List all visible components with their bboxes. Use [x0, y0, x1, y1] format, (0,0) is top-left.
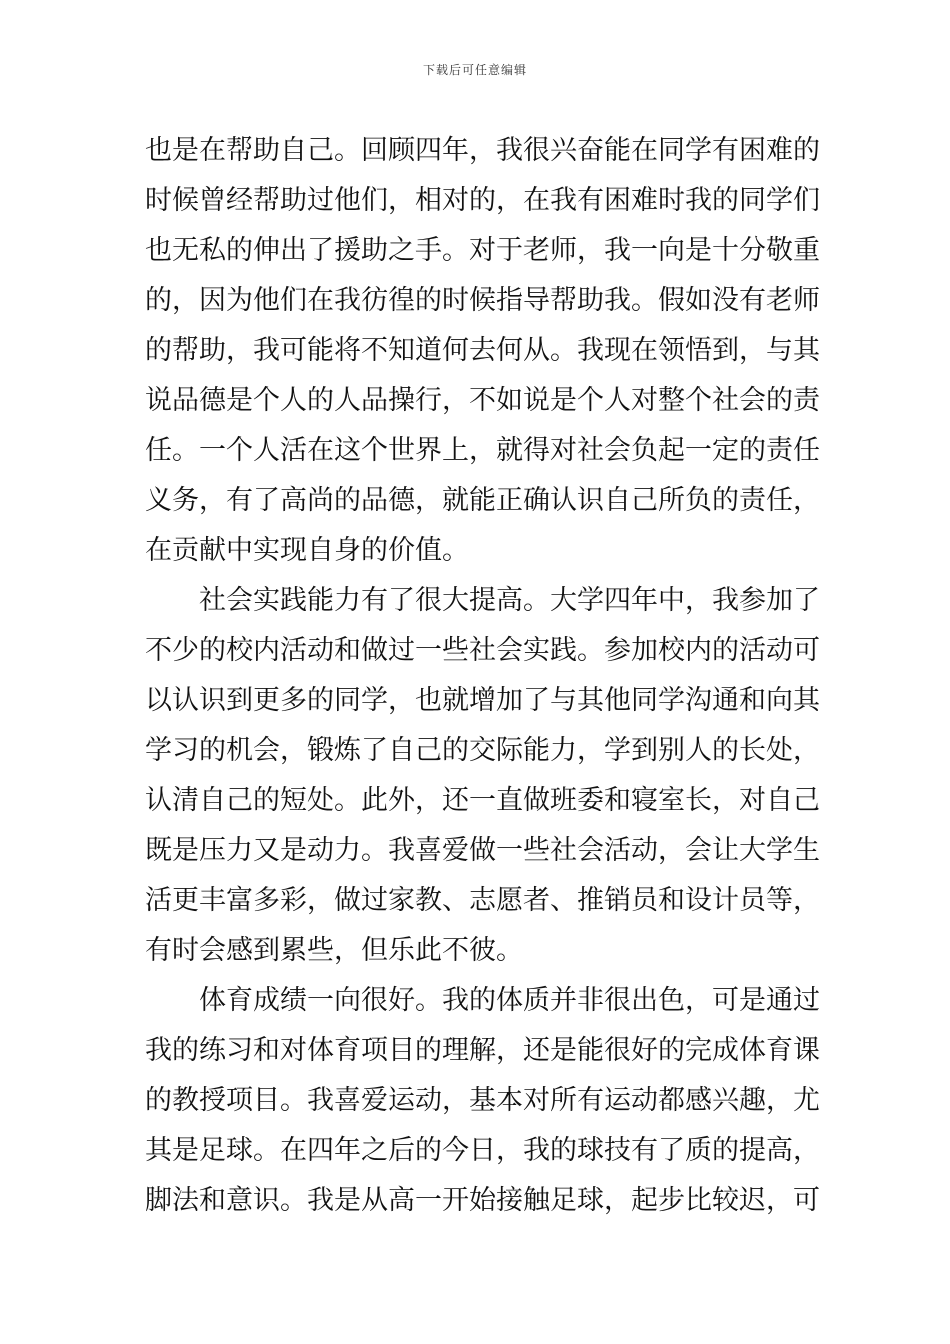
- text-line: 任。一个人活在这个世界上，就得对社会负起一定的责任: [145, 435, 820, 466]
- text-line: 的教授项目。我喜爱运动，基本对所有运动都感兴趣，尤: [145, 1085, 820, 1116]
- text-line: 以认识到更多的同学，也就增加了与其他同学沟通和向其: [145, 685, 820, 716]
- page-header: 下载后可任意编辑: [422, 63, 527, 77]
- text-line: 说品德是个人的人品操行，不如说是个人对整个社会的责: [145, 385, 820, 416]
- body-text: [145, 126, 820, 1226]
- text-line: 义务，有了高尚的品德，就能正确认识自己所负的责任，: [145, 485, 820, 516]
- text-line: 不少的校内活动和做过一些社会实践。参加校内的活动可: [145, 635, 820, 666]
- text-line: 体育成绩一向很好。我的体质并非很出色，可是通过: [199, 985, 820, 1016]
- text-line: 有时会感到累些，但乐此不彼。: [145, 935, 523, 966]
- text-line: 我的练习和对体育项目的理解，还是能很好的完成体育课: [145, 1035, 820, 1066]
- text-line: 认清自己的短处。此外，还一直做班委和寝室长，对自己: [145, 785, 820, 816]
- text-line: 既是压力又是动力。我喜爱做一些社会活动，会让大学生: [145, 835, 820, 866]
- text-line: 社会实践能力有了很大提高。大学四年中，我参加了: [199, 585, 820, 616]
- text-line: 也是在帮助自己。回顾四年，我很兴奋能在同学有困难的: [145, 135, 820, 166]
- text-line: 其是足球。在四年之后的今日，我的球技有了质的提高，: [145, 1135, 820, 1166]
- text-line: 学习的机会，锻炼了自己的交际能力，学到别人的长处，: [145, 735, 820, 766]
- text-line: 在贡献中实现自身的价值。: [145, 535, 469, 566]
- text-line: 活更丰富多彩，做过家教、志愿者、推销员和设计员等，: [145, 885, 820, 916]
- text-line: 脚法和意识。我是从高一开始接触足球，起步比较迟，可: [145, 1185, 820, 1216]
- text-line: 也无私的伸出了援助之手。对于老师，我一向是十分敬重: [145, 235, 820, 266]
- text-line: 的，因为他们在我彷徨的时候指导帮助我。假如没有老师: [145, 285, 820, 316]
- text-line: 的帮助，我可能将不知道何去何从。我现在领悟到，与其: [145, 335, 820, 366]
- text-line: 时候曾经帮助过他们，相对的，在我有困难时我的同学们: [145, 185, 820, 216]
